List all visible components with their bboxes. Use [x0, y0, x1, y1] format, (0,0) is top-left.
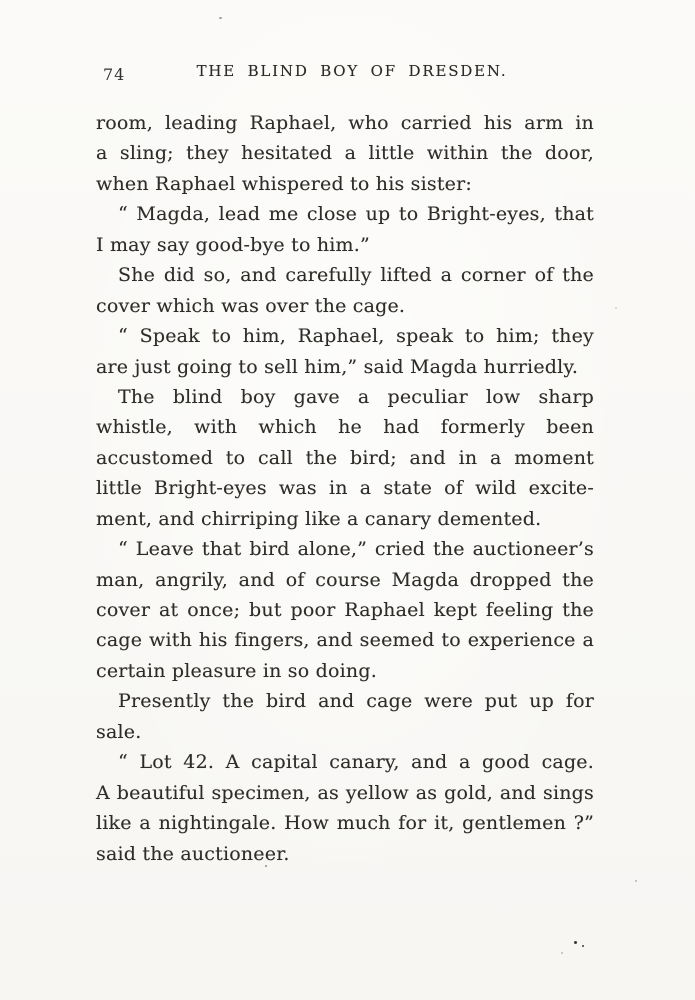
page-header — [96, 62, 594, 86]
text-line: cage with his fingers, and seemed to experience a — [96, 629, 594, 652]
text-line: little Bright-eyes was in a state of wild excite- — [96, 477, 594, 500]
text-line: a sling; they hesitated a little within the door, — [96, 142, 594, 165]
scan-speck — [219, 17, 222, 19]
text-line: said the auctioneer. — [96, 842, 290, 865]
text-line: room, leading Raphael, who carried his arm in — [96, 112, 594, 134]
text-line: The blind boy gave a peculiar low sharp — [118, 385, 594, 408]
scan-speck — [635, 880, 637, 882]
text-line: sale. — [96, 720, 142, 743]
text-line: accustomed to call the bird; and in a moment — [96, 446, 594, 469]
text-line: “ Lot 42. A capital canary, and a good cage. — [118, 751, 594, 774]
text-line: cover at once; but poor Raphael kept feeling the — [96, 599, 594, 621]
text-line: “ Magda, lead me close up to Bright-eyes, that — [118, 203, 594, 226]
running-title: THE BLIND BOY OF DRESDEN. — [196, 62, 508, 80]
text-line: certain pleasure in so doing. — [96, 659, 377, 682]
text-line: “ Speak to him, Raphael, speak to him; they — [118, 325, 594, 348]
text-line: like a nightingale. How much for it, gentlemen ?” — [96, 812, 594, 835]
text-line: when Raphael whispered to his sister: — [96, 172, 472, 195]
text-line: I may say good-bye to him.” — [96, 233, 370, 256]
page-number: 74 — [103, 65, 126, 84]
text-line: Presently the bird and cage were put up for — [118, 690, 594, 713]
scan-speck — [561, 952, 563, 954]
text-line: ment, and chirriping like a canary demented. — [96, 507, 542, 530]
scan-speck — [582, 945, 584, 947]
text-line: cover which was over the cage. — [96, 294, 406, 317]
text-line: whistle, with which he had formerly been — [96, 416, 594, 439]
scan-speck — [574, 941, 577, 944]
text-line: man, angrily, and of course Magda dropped the — [96, 568, 594, 591]
scan-speck — [265, 865, 267, 867]
scan-speck — [615, 307, 617, 309]
text-line: She did so, and carefully lifted a corner of the — [118, 264, 594, 287]
text-line: “ Leave that bird alone,” cried the auctioneer’s — [118, 538, 594, 561]
text-line: A beautiful specimen, as yellow as gold, and sings — [96, 781, 594, 804]
text-line: are just going to sell him,” said Magda hurriedly. — [96, 355, 579, 378]
body-text — [96, 108, 594, 869]
